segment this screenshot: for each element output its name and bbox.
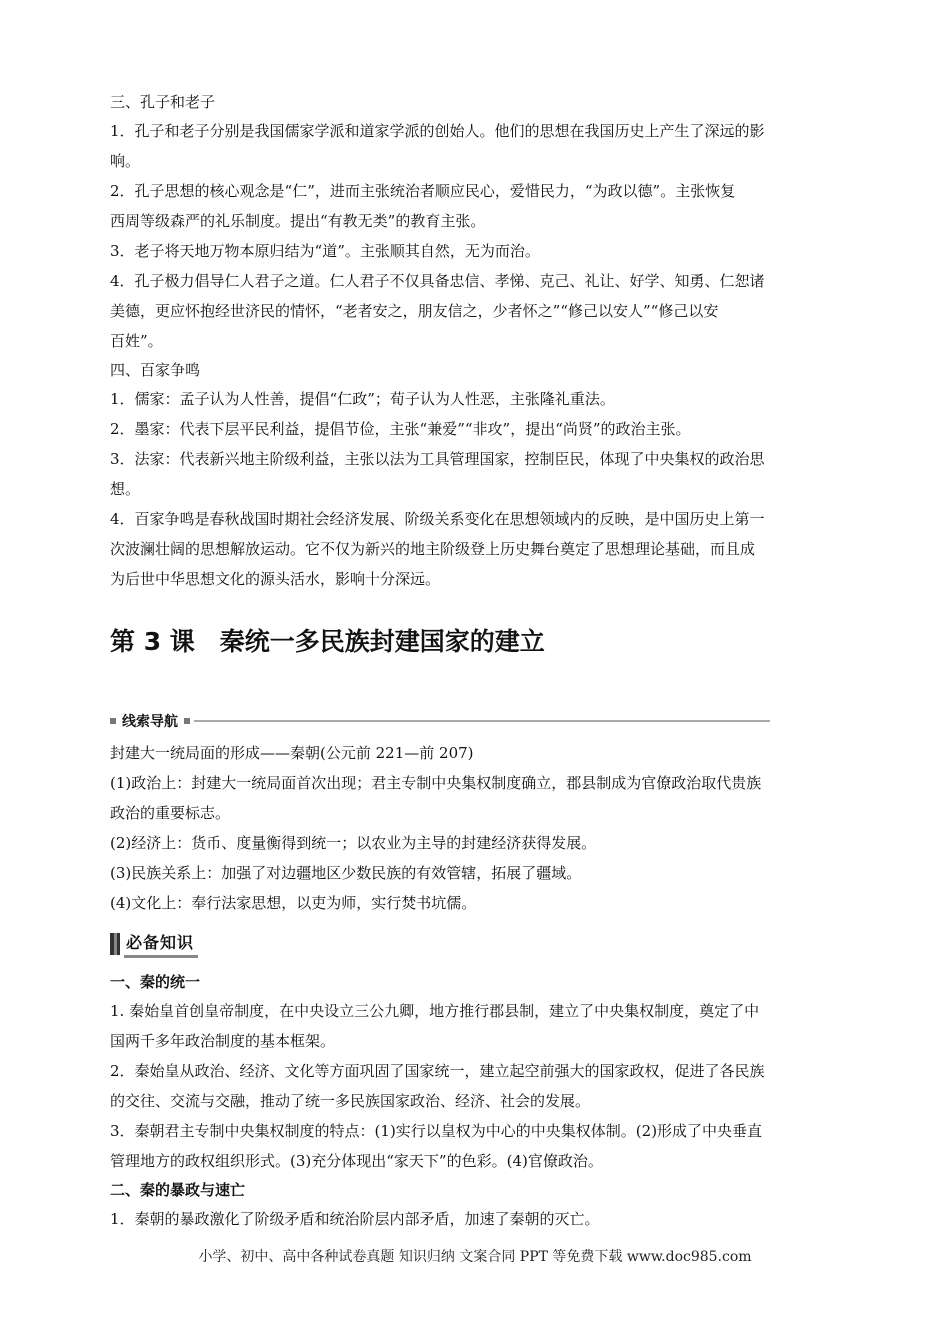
nav-line: (3)民族关系上：加强了对边疆地区少数民族的有效管辖，拓展了疆域。 — [110, 864, 582, 882]
paragraph-line: 响。 — [110, 152, 141, 170]
page-footer: 小学、初中、高中各种试卷真题 知识归纳 文案合同 PPT 等免费下载 www.doc985.com — [198, 1249, 752, 1265]
section-heading-qin-unification: 一、秦的统一 — [110, 973, 201, 991]
paragraph-line: 美德，更应怀抱经世济民的情怀，“老者安之，朋友信之，少者怀之”“修己以安人”“修己以安 — [110, 302, 719, 320]
paragraph-line: 4．百家争鸣是春秋战国时期社会经济发展、阶级关系变化在思想领域内的反映，是中国历史上第一 — [110, 510, 765, 528]
nav-line: 封建大一统局面的形成——秦朝(公元前 221—前 207) — [110, 744, 474, 762]
paragraph-line: 3．老子将天地万物本原归结为“道”。主张顺其自然，无为而治。 — [110, 242, 540, 260]
divider-rule — [194, 720, 770, 722]
paragraph-line: 1．秦朝的暴政激化了阶级矛盾和统治阶层内部矛盾，加速了秦朝的灭亡。 — [110, 1210, 600, 1228]
paragraph-line: 想。 — [110, 480, 141, 498]
bar-marker-icon — [110, 933, 120, 955]
paragraph-line: 的交往、交流与交融，推动了统一多民族国家政治、经济、社会的发展。 — [110, 1092, 591, 1110]
paragraph-line: 国两千多年政治制度的基本框架。 — [110, 1032, 336, 1050]
paragraph-line: 管理地方的政权组织形式。(3)充分体现出“家天下”的色彩。(4)官僚政治。 — [110, 1152, 603, 1170]
document-page — [110, 88, 842, 1234]
paragraph-line: 2．墨家：代表下层平民利益，提倡节俭，主张“兼爱”“非攻”，提出“尚贤”的政治主张。 — [110, 420, 691, 438]
paragraph-line: 次波澜壮阔的思想解放运动。它不仅为新兴的地主阶级登上历史舞台奠定了思想理论基础，而且成 — [110, 540, 756, 558]
section-heading-qin-tyranny: 二、秦的暴政与速亡 — [110, 1181, 246, 1199]
square-bullet-icon — [110, 718, 116, 724]
square-bullet-icon — [184, 718, 190, 724]
essential-knowledge-header — [110, 930, 842, 958]
paragraph-line: 3．法家：代表新兴地主阶级利益，主张以法为工具管理国家，控制臣民，体现了中央集权的政治思 — [110, 450, 765, 468]
lesson-title: 第 3 课 秦统一多民族封建国家的建立 — [110, 627, 545, 656]
section-heading-confucius-laozi: 三、孔子和老子 — [110, 93, 216, 111]
nav-line: (1)政治上：封建大一统局面首次出现；君主专制中央集权制度确立，郡县制成为官僚政治取代贵族 — [110, 774, 762, 792]
section-heading-hundred-schools: 四、百家争鸣 — [110, 361, 201, 379]
clue-navigation-label: 线索导航 — [122, 714, 178, 730]
paragraph-line: 1．孔子和老子分别是我国儒家学派和道家学派的创始人。他们的思想在我国历史上产生了深远的影 — [110, 122, 765, 140]
paragraph-line: 2．秦始皇从政治、经济、文化等方面巩固了国家统一，建立起空前强大的国家政权，促进了各民族 — [110, 1062, 765, 1080]
nav-line: (2)经济上：货币、度量衡得到统一；以农业为主导的封建经济获得发展。 — [110, 834, 597, 852]
paragraph-line: 1．儒家：孟子认为人性善，提倡“仁政”；荀子认为人性恶，主张隆礼重法。 — [110, 390, 615, 408]
nav-line: (4)文化上：奉行法家思想，以吏为师，实行焚书坑儒。 — [110, 894, 477, 912]
paragraph-line: 1. 秦始皇首创皇帝制度，在中央设立三公九卿，地方推行郡县制，建立了中央集权制度，奠定了中 — [110, 1002, 760, 1020]
essential-knowledge-label: 必备知识 — [124, 930, 198, 958]
paragraph-line: 西周等级森严的礼乐制度。提出“有教无类”的教育主张。 — [110, 212, 486, 230]
nav-line: 政治的重要标志。 — [110, 804, 231, 822]
clue-navigation-header — [110, 710, 842, 732]
paragraph-line: 2．孔子思想的核心观念是“仁”，进而主张统治者顺应民心，爱惜民力，“为政以德”。主张恢复 — [110, 182, 736, 200]
paragraph-line: 百姓”。 — [110, 332, 163, 350]
paragraph-line: 3．秦朝君主专制中央集权制度的特点：(1)实行以皇权为中心的中央集权体制。(2)形成了中央垂直 — [110, 1122, 763, 1140]
paragraph-line: 4．孔子极力倡导仁人君子之道。仁人君子不仅具备忠信、孝悌、克己、礼让、好学、知勇、仁恕诸 — [110, 272, 765, 290]
paragraph-line: 为后世中华思想文化的源头活水，影响十分深远。 — [110, 570, 441, 588]
